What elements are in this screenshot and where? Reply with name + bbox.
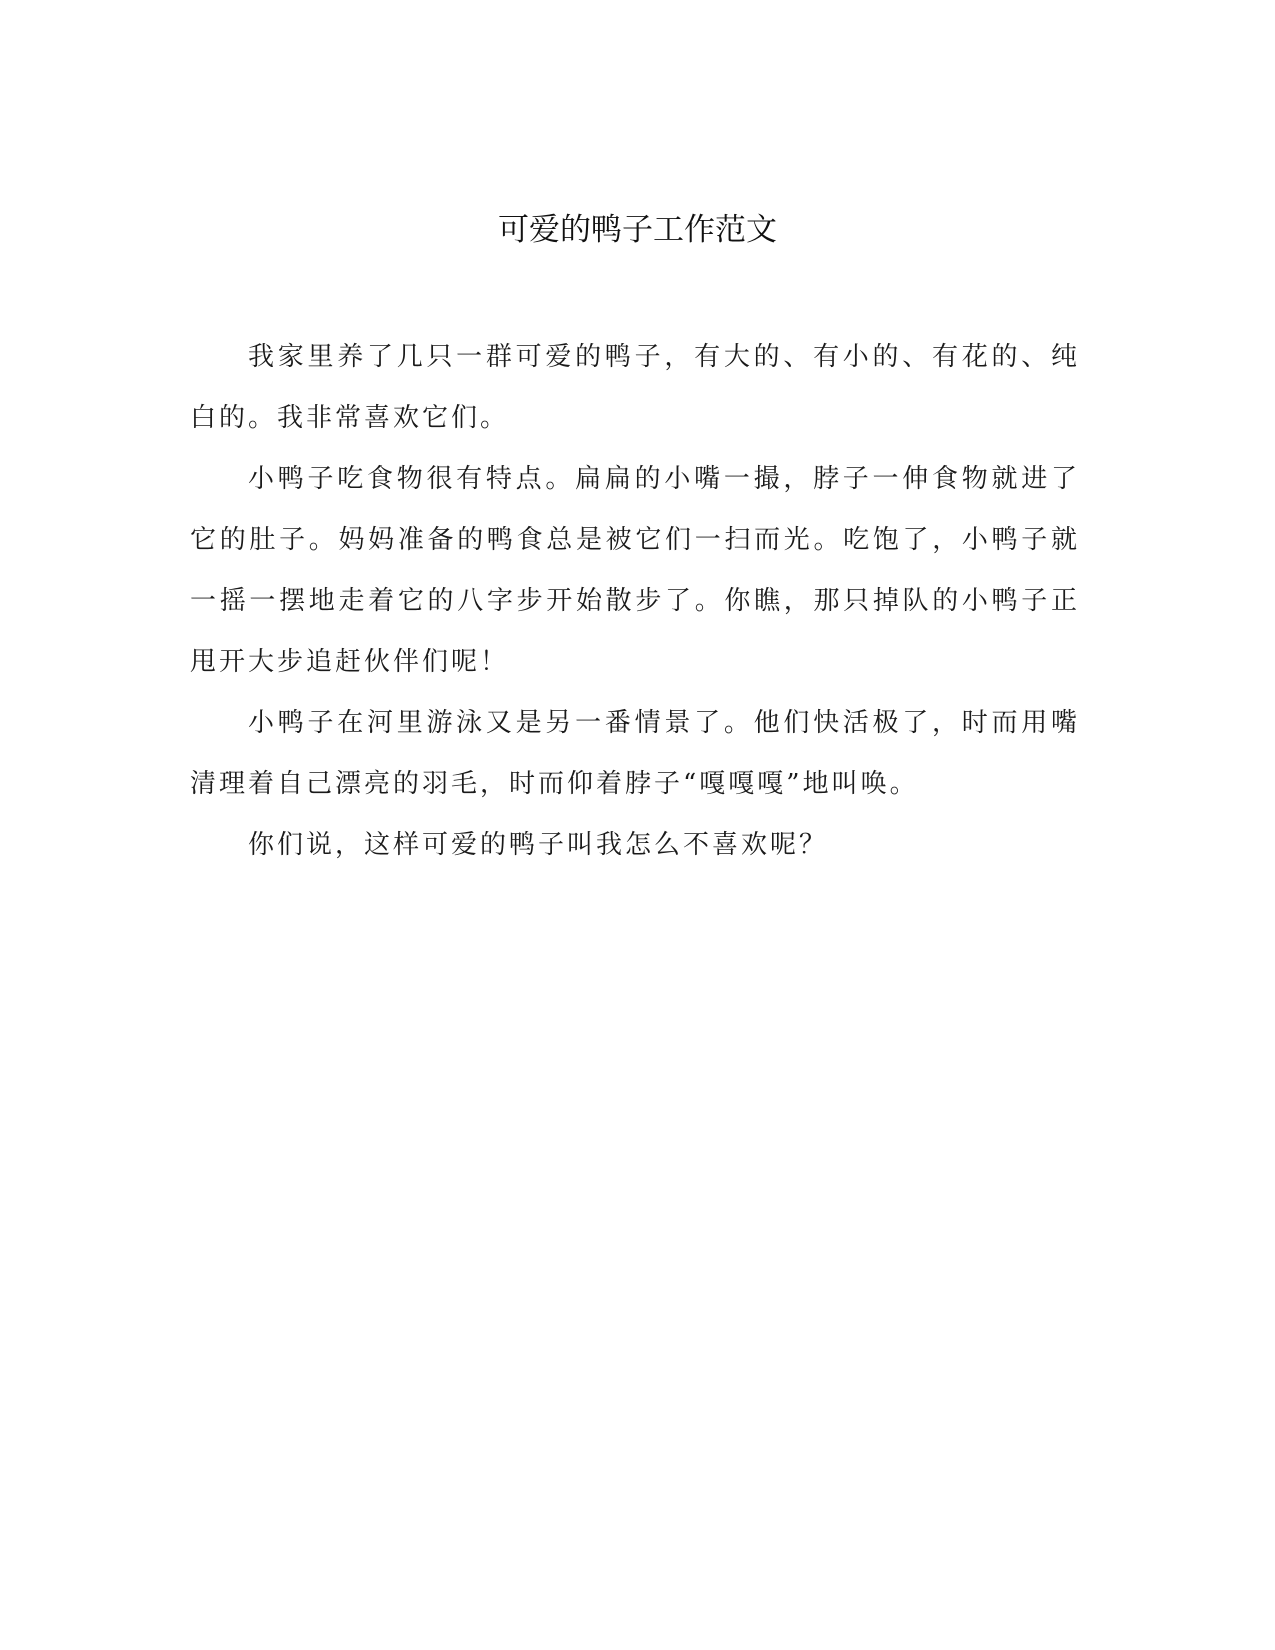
paragraph: 你们说，这样可爱的鸭子叫我怎么不喜欢呢？	[248, 830, 829, 860]
paragraph: 小鸭子在河里游泳又是另一番情景了。他们快活极了，时而用嘴清理着自己漂亮的羽毛，时而仰着脖子“嘎嘎嘎”地叫唤。	[190, 708, 1080, 799]
paragraph: 小鸭子吃食物很有特点。扁扁的小嘴一撮，脖子一伸食物就进了它的肚子。妈妈准备的鸭食总是被它们一扫而光。吃饱了，小鸭子就一摇一摆地走着它的八字步开始散步了。你瞧，那只掉队的小鸭子正甩开大步追赶伙伴们呢！	[190, 464, 1080, 677]
document-body	[190, 327, 1080, 876]
document-title: 可爱的鸭子工作范文	[498, 212, 777, 248]
paragraph: 我家里养了几只一群可爱的鸭子，有大的、有小的、有花的、纯白的。我非常喜欢它们。	[190, 342, 1080, 433]
